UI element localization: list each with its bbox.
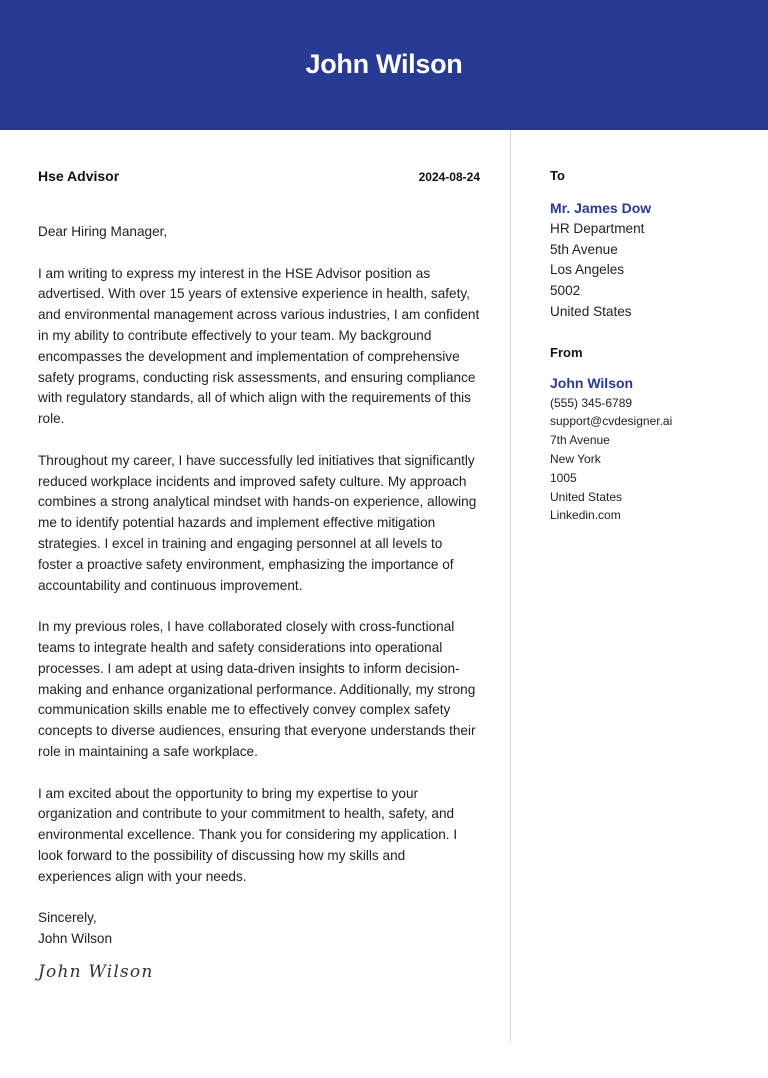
signature: John Wilson — [38, 961, 154, 982]
recipient-name: Mr. James Dow — [550, 200, 652, 216]
sidebar — [550, 168, 750, 525]
title-row — [38, 168, 480, 188]
sender-email: support@cvdesigner.ai — [550, 414, 673, 429]
sender-website: Linkedin.com — [550, 508, 621, 523]
paragraph-2: Throughout my career, I have successfully led initiatives that significantly reduced workplace incidents and improved safety culture. My approach combines a strong analytical mindset with hands-on experience, allowing me to identify potential hazards and implement effective mitigation strategies. I excel in training and engaging personnel at all levels to foster a proactive safety environment, emphasizing the importance of accountability and continuous improvement. — [38, 452, 477, 593]
letter-date: 2024-08-24 — [418, 170, 480, 184]
paragraph-1: I am writing to express my interest in the HSE Advisor position as advertised. With over 15 years of extensive experience in health, safety, and environmental management across various industries, I am confident in my ability to contribute effectively to your team. My background encompasses the development and implementation of comprehensive safety programs, conducting risk assessments, and ensuring compliance with regulatory standards, all of which align with the requirements of this role. — [38, 265, 480, 427]
letter-body — [38, 168, 480, 983]
recipient-department: HR Department — [550, 220, 645, 236]
sender-city: New York — [550, 451, 601, 466]
sender-street: 7th Avenue — [550, 433, 610, 448]
from-label: From — [550, 344, 583, 360]
recipient-street: 5th Avenue — [550, 241, 618, 257]
job-title: Hse Advisor — [38, 168, 120, 184]
applicant-name: John Wilson — [305, 48, 463, 79]
salutation: Dear Hiring Manager, — [38, 224, 168, 239]
letter-text — [38, 222, 480, 983]
sender-country: United States — [550, 489, 623, 504]
paragraph-4: I am excited about the opportunity to bring my expertise to your organization and contribute to your commitment to health, safety, and environmental excellence. Thank you for considering my application. I look forward to the possibility of discussing how my skills and experiences align with your needs. — [38, 785, 458, 884]
to-label: To — [550, 168, 565, 183]
sender-name: John Wilson — [550, 374, 634, 391]
recipient-city: Los Angeles — [550, 262, 625, 278]
recipient-country: United States — [550, 303, 632, 319]
closing-name: John Wilson — [38, 931, 113, 947]
recipient-zip: 5002 — [550, 283, 581, 299]
closing: Sincerely, — [38, 910, 97, 926]
column-divider — [510, 130, 511, 1042]
header-banner — [0, 0, 768, 130]
paragraph-3: In my previous roles, I have collaborated closely with cross-functional teams to integrate health and safety considerations into operational processes. I am adept at using data-driven insights to inform decision-making and enhance organizational performance. Additionally, my strong communication skills enable me to effectively convey complex safety concepts to diverse audiences, ensuring that everyone understands their role in maintaining a safe workplace. — [38, 619, 476, 759]
sender-phone: (555) 345-6789 — [550, 395, 633, 410]
sender-zip: 1005 — [550, 470, 577, 485]
